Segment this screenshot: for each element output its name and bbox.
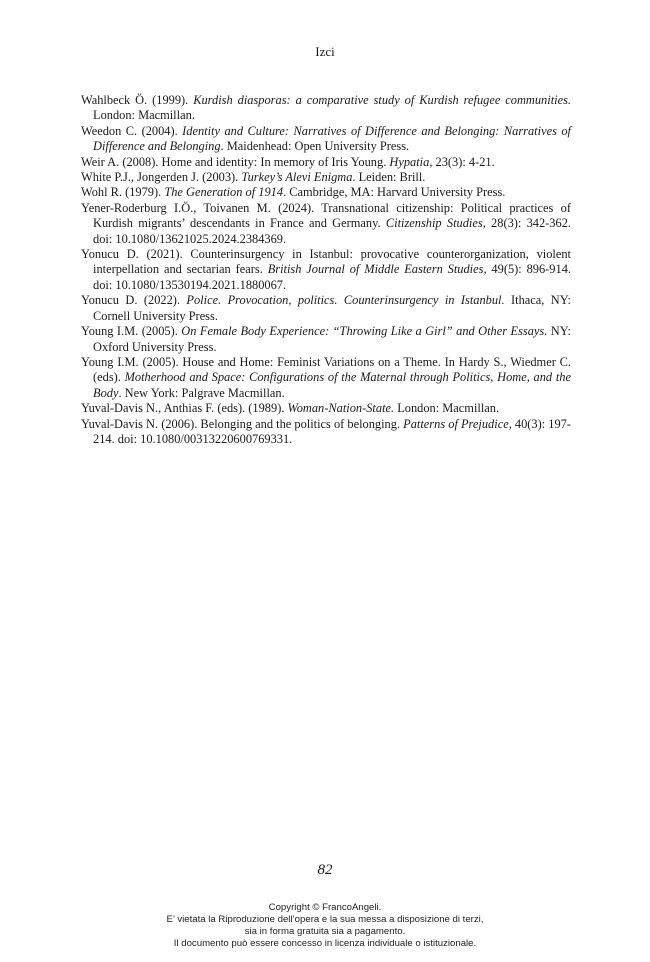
copyright-line: Copyright © FrancoAngeli.: [268, 902, 382, 913]
reference-text: White P.J., Jongerden J. (2003).: [81, 170, 242, 185]
reference-text: Wahlbeck Ö. (1999).: [81, 93, 194, 107]
copyright-line: sia in forma gratuita sia a pagamento.: [244, 926, 406, 937]
reference-entry: [81, 170, 571, 185]
reference-entry: [81, 124, 571, 155]
reference-text: Young I.M. (2005).: [81, 324, 182, 339]
reference-text: , 28(3): 342-362. doi: 10.1080/13621025.2024.2384369.: [93, 216, 571, 246]
reference-entry: [81, 355, 571, 401]
reference-title: Motherhood and Space: Configurations of the Maternal through Politics, Home, and the Body: [93, 370, 571, 400]
reference-title: British Journal of Middle Eastern Studies: [267, 262, 484, 277]
reference-entry: [81, 324, 571, 355]
reference-entry: [81, 93, 571, 124]
reference-text: . Leiden: Brill.: [352, 170, 426, 185]
reference-entry: [81, 201, 571, 247]
reference-text: , 23(3): 4-21.: [429, 154, 495, 169]
reference-text: . New York: Palgrave Macmillan.: [118, 385, 285, 400]
reference-title: Woman-Nation-State.: [287, 401, 395, 416]
reference-entry: [81, 185, 571, 200]
reference-entry: [81, 417, 571, 448]
reference-title: Kurdish diasporas: a comparative study of Kurdish refugee communities.: [193, 93, 572, 107]
reference-title: On Female Body Experience: “Throwing Like a Girl” and Other Essays.: [181, 324, 548, 339]
copyright-line: E’ vietata la Riproduzione dell’opera e la sua messa a disposizione di terzi,: [166, 914, 484, 925]
reference-title: The Generation of 1914: [164, 185, 284, 200]
reference-text: Yuval-Davis N. (2006). Belonging and the politics of belonging.: [81, 416, 404, 431]
reference-title: Turkey’s Alevi Enigma: [241, 170, 353, 185]
reference-entry: [81, 247, 571, 293]
reference-text: Yonucu D. (2021). Counterinsurgency in Istanbul: provocative counterorganization, violent interpellation and sectarian fears.: [81, 247, 571, 277]
reference-title: Hypatia: [389, 154, 430, 169]
running-head: Izci: [315, 44, 335, 59]
reference-title: Patterns of Prejudice: [403, 416, 509, 431]
reference-list: [81, 93, 571, 447]
reference-text: Weir A. (2008). Home and identity: In memory of Iris Young.: [81, 154, 390, 169]
reference-text: Weedon C. (2004).: [81, 123, 183, 138]
reference-text: Yener-Roderburg I.Ö., Toivanen M. (2024). Transnational citizenship: Political practices of Kurdish migrants’ descendants in France and Germany.: [81, 200, 571, 231]
reference-entry: [81, 155, 571, 170]
reference-text: London: Macmillan.: [93, 108, 195, 123]
copyright-line: Il documento può essere concesso in licenza individuale o istituzionale.: [173, 938, 477, 949]
reference-text: , 40(3): 197-214. doi: 10.1080/00313220600769331.: [93, 416, 571, 446]
page-number: 82: [317, 862, 333, 878]
reference-title: Identity and Culture: Narratives of Difference and Belonging: Narratives of Difference and Belonging: [93, 123, 571, 154]
reference-text: London: Macmillan.: [394, 401, 500, 416]
reference-text: Young I.M. (2005). House and Home: Feminist Variations on a Theme. In Hardy S., Wiedmer C. (eds).: [81, 354, 571, 385]
reference-text: Wohl R. (1979).: [81, 185, 165, 200]
reference-text: Yonucu D. (2022).: [81, 293, 187, 308]
copyright-notice: [0, 902, 650, 950]
reference-text: Ithaca, NY: Cornell University Press.: [93, 293, 571, 323]
reference-entry: [81, 293, 571, 324]
reference-title: Police. Provocation, politics. Counterinsurgency in Istanbul.: [186, 293, 505, 308]
reference-text: . Maidenhead: Open University Press.: [220, 139, 410, 154]
reference-title: Citizenship Studies: [385, 216, 483, 231]
reference-text: , 49(5): 896-914. doi: 10.1080/13530194.2021.1880067.: [93, 262, 571, 292]
reference-text: . Cambridge, MA: Harvard University Press.: [283, 185, 506, 200]
reference-entry: [81, 401, 571, 416]
reference-text: NY: Oxford University Press.: [93, 324, 571, 354]
reference-text: Yuval-Davis N., Anthias F. (eds). (1989).: [81, 401, 288, 416]
